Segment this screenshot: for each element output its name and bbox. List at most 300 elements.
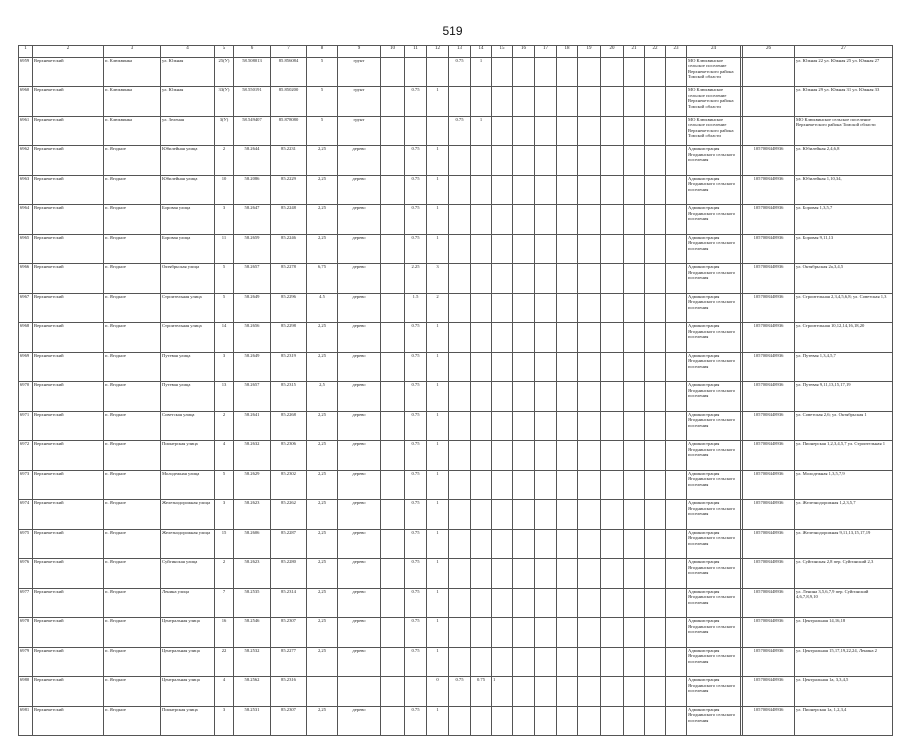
table-cell: 1 [427,382,449,412]
table-cell [381,116,405,146]
table-cell: Советская улица [161,411,215,441]
table-cell: 85.2246 [271,234,307,264]
table-cell [492,116,513,146]
table-cell: 58.2629 [234,470,271,500]
table-cell [601,234,624,264]
table-cell: 6964 [19,205,33,235]
table-cell [557,146,578,176]
table-cell [624,382,645,412]
table-cell: 85.2302 [271,470,307,500]
table-cell: дерево [338,470,381,500]
table-cell: 6966 [19,264,33,294]
table-cell [492,264,513,294]
table-row [19,618,893,648]
column-number: 11 [405,46,427,58]
table-cell: 5 [307,116,338,146]
table-cell [381,529,405,559]
table-cell: 85.2316 [271,677,307,707]
table-cell: 2,25 [307,411,338,441]
table-cell: дерево [338,264,381,294]
table-cell: ул. Юбилейная 2,4,6,8 [795,146,893,176]
table-cell [666,677,687,707]
table-cell: 1 [427,146,449,176]
table-cell [578,559,601,589]
table-cell [535,559,557,589]
table-cell [666,146,687,176]
table-cell: Верхнекетский [33,588,104,618]
table-row [19,677,893,707]
table-row [19,57,893,87]
table-cell: ул. Центральная 15,17,19,22,24, Ленина 2 [795,647,893,677]
table-cell: 58.2086 [234,175,271,205]
table-cell: ул. Путевая 1,3,4,5,7 [795,352,893,382]
table-cell: 85.850200 [271,87,307,117]
table-cell [471,500,492,530]
table-cell: ул. Южная [161,87,215,117]
table-cell [666,116,687,146]
table-cell: 0.75 [405,441,427,471]
table-cell [624,411,645,441]
table-cell [601,205,624,235]
table-cell: 2,25 [307,647,338,677]
table-cell: дерево [338,618,381,648]
table-cell: 25(У) [215,57,234,87]
table-cell [535,647,557,677]
table-cell: 1 [427,323,449,353]
table-cell: п. Ягодное [104,618,161,648]
table-cell: 6961 [19,116,33,146]
table-cell: 6965 [19,234,33,264]
table-cell [578,234,601,264]
table-cell: 6972 [19,441,33,471]
table-cell [666,234,687,264]
table-cell [666,529,687,559]
table-cell [381,411,405,441]
table-cell: 6981 [19,706,33,736]
table-cell [471,146,492,176]
table-cell [645,323,666,353]
table-cell [381,175,405,205]
table-cell: 58.2657 [234,264,271,294]
table-cell: Верхнекетский [33,352,104,382]
table-cell [578,618,601,648]
table-cell: дерево [338,323,381,353]
table-cell [557,352,578,382]
table-cell: дерево [338,175,381,205]
table-cell: 2.25 [405,264,427,294]
table-cell [624,205,645,235]
table-cell [578,647,601,677]
table-cell: 58.2649 [234,352,271,382]
table-cell [492,57,513,87]
table-cell [535,175,557,205]
table-cell [535,293,557,323]
table-cell [578,529,601,559]
table-cell [601,559,624,589]
table-cell: 58.2546 [234,618,271,648]
table-cell: 0.75 [405,234,427,264]
table-cell: ул. Южная [161,57,215,87]
table-cell: МО Клюквинское сельское поселение Верхнекетского района Томской области [687,87,741,117]
table-cell [624,529,645,559]
table-cell [449,323,471,353]
table-cell: 3 [215,352,234,382]
table-cell [666,470,687,500]
table-cell [557,500,578,530]
table-cell: Верхнекетский [33,323,104,353]
table-cell: 0.75 [405,588,427,618]
table-cell: п. Ягодное [104,500,161,530]
table-cell: п. Клюквинка [104,57,161,87]
table-cell [601,382,624,412]
table-cell [513,559,535,589]
table-cell: п. Ягодное [104,441,161,471]
table-cell [492,706,513,736]
table-cell: 58.2632 [234,441,271,471]
table-cell [666,57,687,87]
table-cell [471,293,492,323]
table-cell: Администрация Ягоднинского сельского поселения [687,264,741,294]
table-cell: 3 [215,500,234,530]
table-cell: Строительная улица [161,293,215,323]
column-number: 7 [271,46,307,58]
table-cell: 85.2307 [271,706,307,736]
table-cell: 1 [471,57,492,87]
table-cell: 58.2606 [234,529,271,559]
table-cell: дерево [338,706,381,736]
table-cell [645,205,666,235]
table-cell: 0.75 [449,57,471,87]
table-cell [601,264,624,294]
table-row [19,470,893,500]
table-cell: Администрация Ягоднинского сельского поселения [687,588,741,618]
table-cell: Верхнекетский [33,57,104,87]
table-cell [449,264,471,294]
table-cell: 85.856084 [271,57,307,87]
table-cell: 1 [427,470,449,500]
table-cell: 6963 [19,175,33,205]
table-cell [449,87,471,117]
table-cell [513,57,535,87]
table-cell [578,175,601,205]
table-row [19,116,893,146]
table-cell: 3(У) [215,116,234,146]
table-cell: 6968 [19,323,33,353]
table-cell [645,175,666,205]
table-cell: Молодежная улица [161,470,215,500]
table-cell [381,146,405,176]
table-row [19,264,893,294]
table-cell [471,588,492,618]
table-row [19,87,893,117]
table-cell [492,205,513,235]
table-row [19,205,893,235]
table-cell: 2,25 [307,706,338,736]
table-cell [513,205,535,235]
table-cell [624,677,645,707]
table-cell: 4 [215,441,234,471]
table-cell: п. Ягодное [104,293,161,323]
table-cell: 85.2287 [271,529,307,559]
table-cell: п. Клюквинка [104,116,161,146]
table-cell: 0.75 [405,529,427,559]
table-cell: дерево [338,588,381,618]
table-cell [624,618,645,648]
table-cell [601,411,624,441]
table-cell: 58.549407 [234,116,271,146]
table-cell: Администрация Ягоднинского сельского поселения [687,647,741,677]
table-cell [381,352,405,382]
table-cell [492,588,513,618]
table-cell [535,352,557,382]
table-cell [557,234,578,264]
column-number: 15 [492,46,513,58]
table-cell [449,411,471,441]
table-cell [557,323,578,353]
table-cell [492,500,513,530]
table-cell [513,647,535,677]
table-cell [471,441,492,471]
table-cell [645,264,666,294]
table-cell [601,647,624,677]
table-cell: 1057008448936 [743,175,795,205]
table-cell: 2,5 [307,382,338,412]
table-cell: 85.2296 [271,293,307,323]
table-cell: Администрация Ягоднинского сельского поселения [687,500,741,530]
table-cell: 85.878080 [271,116,307,146]
table-cell [513,470,535,500]
table-cell [471,529,492,559]
table-cell [624,293,645,323]
table-cell [449,234,471,264]
table-cell [557,618,578,648]
table-cell [535,706,557,736]
table-cell: п. Ягодное [104,175,161,205]
table-cell: 85.2307 [271,618,307,648]
table-cell [471,470,492,500]
table-cell: 1057008448936 [743,234,795,264]
table-cell [449,470,471,500]
table-cell: 1 [492,677,513,707]
table-cell [557,175,578,205]
table-cell: дерево [338,647,381,677]
table-cell [557,57,578,87]
table-cell: 2,25 [307,618,338,648]
table-cell: 0.75 [449,677,471,707]
table-body [19,46,893,736]
table-cell: 1057008448936 [743,647,795,677]
table-cell: 85.2306 [271,441,307,471]
table-cell: 2 [215,411,234,441]
table-cell [666,441,687,471]
table-cell [666,352,687,382]
table-cell: 85.2262 [271,500,307,530]
table-cell [449,146,471,176]
table-cell [513,706,535,736]
table-cell: 0.75 [471,677,492,707]
table-cell [381,647,405,677]
table-cell [535,470,557,500]
table-cell [624,234,645,264]
table-cell: 11 [215,234,234,264]
table-cell [645,559,666,589]
table-cell [743,57,795,87]
table-cell: 1 [427,411,449,441]
table-cell: 2 [215,146,234,176]
column-number: 9 [338,46,381,58]
table-cell: Суйгинская улица [161,559,215,589]
table-cell: п. Ягодное [104,352,161,382]
table-cell: 58.2562 [234,677,271,707]
table-cell [601,441,624,471]
column-number: 1 [19,46,33,58]
table-cell [601,87,624,117]
table-cell: Администрация Ягоднинского сельского поселения [687,352,741,382]
table-cell: 7 [215,588,234,618]
table-cell [513,382,535,412]
table-cell: грунт [338,116,381,146]
table-cell: 85.2231 [271,146,307,176]
table-cell: 6975 [19,529,33,559]
table-cell: 0.75 [449,116,471,146]
container-sites-table [18,45,893,736]
table-cell: ул. Железнодорожная 9,11,13,15,17,19 [795,529,893,559]
table-cell [601,470,624,500]
table-cell: Администрация Ягоднинского сельского поселения [687,618,741,648]
table-cell [535,57,557,87]
table-cell: 3 [215,205,234,235]
table-cell [624,352,645,382]
table-cell [381,234,405,264]
column-number: 26 [743,46,795,58]
column-number: 27 [795,46,893,58]
table-cell: 0.75 [405,647,427,677]
table-cell: 4.5 [307,293,338,323]
table-cell [492,87,513,117]
table-cell [645,529,666,559]
table-cell [601,175,624,205]
table-cell: 4 [215,677,234,707]
table-cell [449,352,471,382]
table-cell [513,323,535,353]
table-cell [578,293,601,323]
table-cell [535,146,557,176]
table-cell: 6970 [19,382,33,412]
table-cell: Ленина улица [161,588,215,618]
table-cell: 6976 [19,559,33,589]
table-cell [743,87,795,117]
table-cell: Юбилейная улица [161,175,215,205]
table-cell: 1057008448936 [743,441,795,471]
table-cell: 1 [471,116,492,146]
table-cell [557,264,578,294]
table-cell [471,87,492,117]
column-number: 13 [449,46,471,58]
table-cell: ул. Боровая 9,11,13 [795,234,893,264]
table-cell [471,382,492,412]
table-cell [535,382,557,412]
table-cell: МО Клюквинское сельское поселение Верхнекетского района Томской области [687,57,741,87]
table-cell: 1057008448936 [743,706,795,736]
table-cell: 1057008448936 [743,559,795,589]
table-cell: дерево [338,529,381,559]
table-cell: 2,25 [307,441,338,471]
table-cell [557,293,578,323]
table-cell [578,470,601,500]
table-cell [449,175,471,205]
column-number-row [19,46,893,58]
table-cell [666,205,687,235]
table-cell: 85.2229 [271,175,307,205]
table-cell: дерево [338,441,381,471]
column-number: 23 [666,46,687,58]
table-cell: 3 [427,264,449,294]
column-number: 6 [234,46,271,58]
table-cell [381,500,405,530]
table-cell: Верхнекетский [33,87,104,117]
table-cell [601,677,624,707]
table-cell: 1057008448936 [743,500,795,530]
table-cell [666,559,687,589]
table-cell: 6,75 [307,264,338,294]
table-cell: 85.2268 [271,411,307,441]
table-cell: 0.75 [405,146,427,176]
table-cell: ул. Центральная 14,16,18 [795,618,893,648]
table-cell [557,382,578,412]
table-cell [513,264,535,294]
table-cell [449,559,471,589]
table-row [19,175,893,205]
table-cell: Верхнекетский [33,205,104,235]
table-cell [666,175,687,205]
column-number: 22 [645,46,666,58]
table-cell: 58.2647 [234,205,271,235]
table-cell: 6960 [19,87,33,117]
table-cell: 1 [427,529,449,559]
table-cell: п. Ягодное [104,706,161,736]
table-cell: дерево [338,500,381,530]
table-cell [535,588,557,618]
column-number: 8 [307,46,338,58]
table-row [19,293,893,323]
table-cell [578,411,601,441]
table-cell: Верхнекетский [33,293,104,323]
table-cell: Администрация Ягоднинского сельского поселения [687,175,741,205]
table-cell [381,706,405,736]
table-cell [381,264,405,294]
table-cell [449,500,471,530]
table-cell [557,588,578,618]
table-cell [601,529,624,559]
table-cell: Верхнекетский [33,470,104,500]
table-cell [578,352,601,382]
table-cell: Верхнекетский [33,677,104,707]
table-cell [624,559,645,589]
table-cell: 58.2656 [234,323,271,353]
table-cell [381,559,405,589]
table-cell: 1057008448936 [743,470,795,500]
table-cell: Центральная улица [161,677,215,707]
table-cell: п. Ягодное [104,234,161,264]
table-cell: 58.2641 [234,411,271,441]
table-cell: 1057008448936 [743,352,795,382]
table-cell [535,677,557,707]
table-cell [513,146,535,176]
table-cell [557,441,578,471]
table-cell [666,500,687,530]
table-cell: п. Ягодное [104,529,161,559]
table-cell: 5 [215,470,234,500]
